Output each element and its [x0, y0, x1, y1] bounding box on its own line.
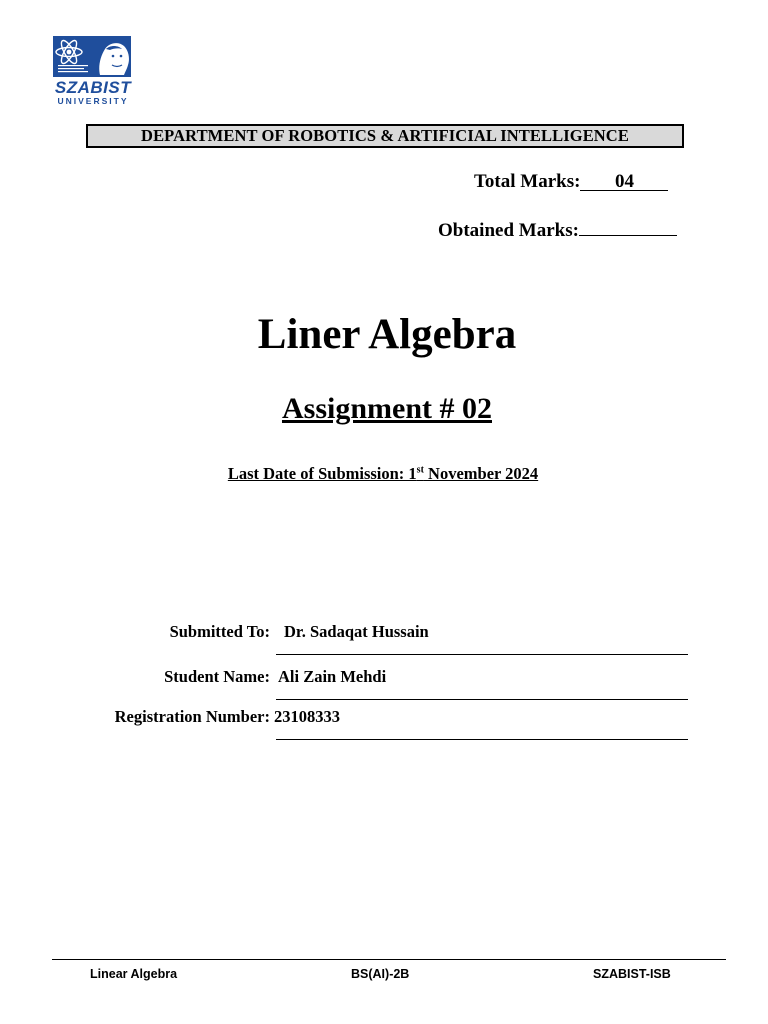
registration-underline	[276, 739, 688, 740]
submitted-to-underline	[276, 654, 688, 655]
registration-label: Registration Number:	[114, 707, 270, 726]
student-name-row	[0, 667, 768, 691]
szabist-logo	[52, 35, 134, 107]
total-marks	[474, 171, 668, 193]
footer-divider	[52, 959, 726, 960]
student-name-underline	[276, 699, 688, 700]
obtained-marks	[438, 216, 677, 242]
logo-name: SZABIST	[54, 78, 132, 97]
submitted-to-label: Submitted To:	[169, 622, 270, 641]
footer-program: BS(AI)-2B	[351, 967, 410, 981]
deadline-prefix: Last Date of Submission: 1	[227, 464, 417, 483]
footer-campus: SZABIST-ISB	[593, 967, 671, 981]
registration-value: 23108333	[274, 707, 340, 726]
student-name-label: Student Name:	[164, 667, 270, 686]
document-title: Liner Algebra	[257, 311, 517, 358]
assignment-number: Assignment # 02	[281, 392, 492, 425]
obtained-marks-value	[579, 216, 677, 236]
submitted-to-value: Dr. Sadaqat Hussain	[284, 622, 429, 641]
total-marks-label: Total Marks:	[474, 171, 581, 192]
department-header: DEPARTMENT OF ROBOTICS & ARTIFICIAL INTELLIGENCE	[86, 124, 684, 148]
registration-row	[0, 707, 768, 731]
deadline-suffix: November 2024	[423, 464, 539, 483]
logo-subtitle: UNIVERSITY	[57, 96, 129, 106]
submitted-to-row	[0, 622, 768, 646]
obtained-marks-label: Obtained Marks:	[438, 220, 579, 241]
total-marks-value: 04	[580, 171, 668, 191]
student-name-value: Ali Zain Mehdi	[278, 667, 387, 686]
footer-course: Linear Algebra	[90, 967, 178, 981]
deadline-ordinal: st	[416, 464, 424, 476]
submission-deadline	[0, 464, 766, 484]
